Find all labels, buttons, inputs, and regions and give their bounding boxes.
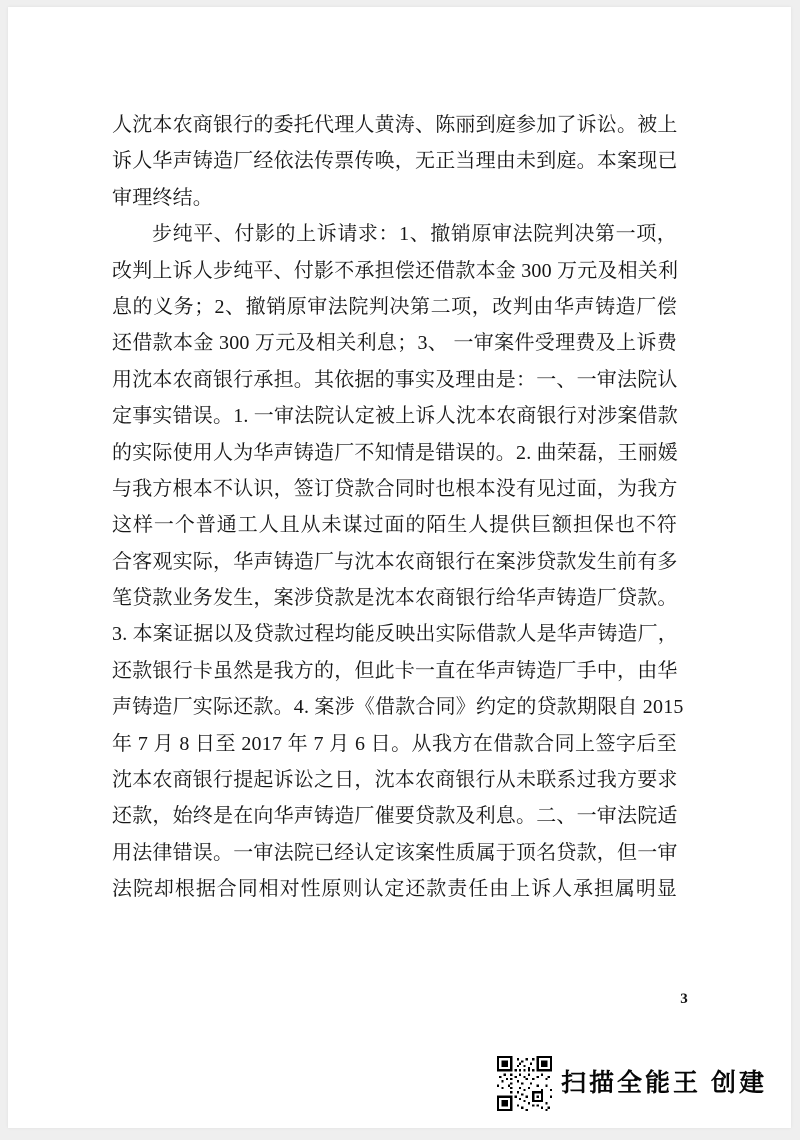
qr-code-icon bbox=[497, 1056, 552, 1111]
text-line: 息的义务；2、撤销原审法院判决第二项，改判由华声铸造厂偿 bbox=[112, 295, 677, 318]
text-line: 还款银行卡虽然是我方的，但此卡一直在华声铸造厂手中，由华 bbox=[112, 659, 678, 682]
text-line: 人沈本农商银行的委托代理人黄涛、陈丽到庭参加了诉讼。被上 bbox=[112, 114, 678, 136]
text-line: 3. 本案证据以及贷款过程均能反映出实际借款人是华声铸造厂， bbox=[112, 623, 678, 646]
text-line: 用法律错误。一审法院已经认定该案性质属于顶名贷款，但一审 bbox=[112, 841, 678, 864]
text-line: 定事实错误。1. 一审法院认定被上诉人沈本农商银行对涉案借款 bbox=[112, 405, 678, 428]
text-line: 年 7 月 8 日至 2017 年 7 月 6 日。从我方在借款合同上签字后至 bbox=[112, 732, 677, 755]
text-line: 合客观实际，华声铸造厂与沈本农商银行在案涉贷款发生前有多 bbox=[112, 550, 678, 573]
page-number: 3 bbox=[680, 991, 688, 1007]
text-line: 法院却根据合同相对性原则认定还款责任由上诉人承担属明显 bbox=[112, 878, 677, 901]
document-page bbox=[8, 7, 791, 1128]
text-line: 改判上诉人步纯平、付影不承担偿还借款本金 300 万元及相关利 bbox=[112, 259, 679, 282]
text-line: 步纯平、付影的上诉请求：1、撤销原审法院判决第一项， bbox=[152, 223, 677, 246]
text-line: 声铸造厂实际还款。4. 案涉《借款合同》约定的贷款期限自 2015 bbox=[112, 696, 684, 719]
text-line: 用沈本农商银行承担。其依据的事实及理由是：一、一审法院认 bbox=[112, 368, 678, 391]
watermark-text: 扫描全能王 创建 bbox=[561, 1069, 767, 1097]
text-line: 的实际使用人为华声铸造厂不知情是错误的。2. 曲荣磊，王丽媛 bbox=[112, 441, 678, 464]
text-line: 这样一个普通工人且从未谋过面的陌生人提供巨额担保也不符 bbox=[112, 514, 677, 537]
text-line: 还款，始终是在向华声铸造厂催要贷款及利息。二、一审法院适 bbox=[112, 805, 678, 828]
document-text bbox=[112, 107, 684, 908]
text-line: 诉人华声铸造厂经依法传票传唤，无正当理由未到庭。本案现已 bbox=[112, 150, 678, 173]
text-line: 还借款本金 300 万元及相关利息；3、 一审案件受理费及上诉费 bbox=[112, 332, 677, 355]
text-line: 与我方根本不认识，签订贷款合同时也根本没有见过面，为我方 bbox=[112, 477, 678, 500]
scanner-watermark bbox=[497, 1056, 767, 1111]
text-line: 沈本农商银行提起诉讼之日，沈本农商银行从未联系过我方要求 bbox=[112, 769, 678, 792]
text-line: 笔贷款业务发生，案涉贷款是沈本农商银行给华声铸造厂贷款。 bbox=[112, 587, 678, 610]
text-line: 审理终结。 bbox=[112, 186, 213, 209]
